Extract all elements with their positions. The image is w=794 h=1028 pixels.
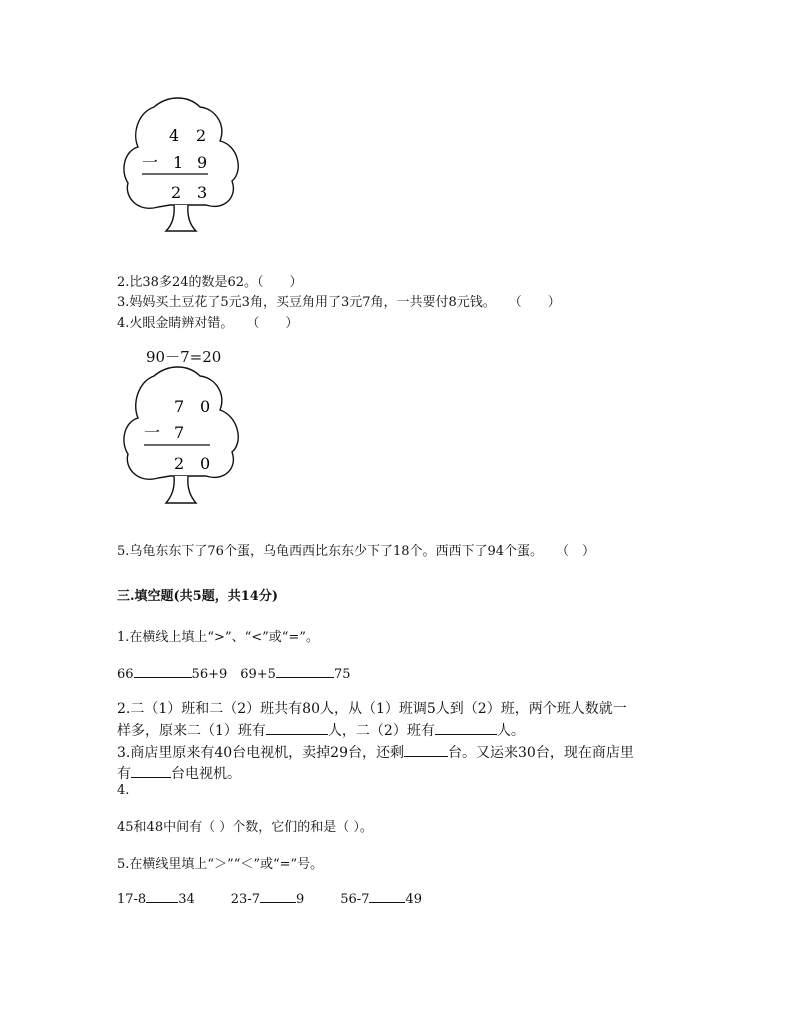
digit: 7: [174, 397, 185, 416]
fill-question-4-number: 4.: [117, 783, 130, 798]
answer-blank[interactable]: [146, 890, 178, 903]
fill-question-4-text: 45和48中间有（ ）个数，它们的和是（ ）。: [117, 820, 373, 835]
fill-question-5-line: 17-8 34 23-7 9 56-7 49: [117, 892, 423, 907]
question-4: 4.火眼金睛辨对错。 （ ）: [117, 316, 299, 331]
fill-question-2-line1: 2.二（1）班和二（2）班共有80人，从（1）班调5人到（2）班，两个班人数就一: [117, 701, 627, 717]
digit: 4: [169, 126, 180, 145]
section-title: 三.填空题(共5题，共14分): [117, 589, 278, 604]
tree-subtraction-1: [118, 93, 248, 235]
fill-question-1-title: 1.在横线上填上“>”、“<”或“=”。: [117, 630, 319, 645]
fill-question-2-line2: 样多，原来二（1）班有 人，二（2）班有 人。: [117, 723, 525, 739]
question-5: 5.乌龟东东下了76个蛋，乌龟西西比东东少下了18个。西西下了94个蛋。 （ ）: [117, 544, 596, 559]
answer-blank[interactable]: [404, 744, 448, 757]
digit: 7: [174, 423, 185, 442]
fill-question-3-line2: 有 台电视机。: [117, 766, 241, 782]
answer-blank[interactable]: [369, 890, 405, 903]
equation-label: 90－7=20: [146, 348, 222, 366]
expr: 56+9 69+5: [191, 667, 276, 682]
digit: 0: [200, 397, 211, 416]
question-2: 2.比38多24的数是62。（ ）: [117, 275, 303, 290]
answer-blank[interactable]: [260, 890, 296, 903]
digit: 2: [196, 126, 207, 145]
fill-question-5-title: 5.在横线里填上“＞”“＜”或“=”号。: [117, 857, 324, 872]
answer-blank[interactable]: [134, 665, 192, 678]
digit: 2: [174, 454, 185, 473]
fill-question-3-line1: 3.商店里原来有40台电视机，卖掉29台，还剩 台。又运来30台，现在商店里: [117, 745, 634, 761]
answer-blank[interactable]: [435, 722, 497, 735]
tree-subtraction-2: [118, 362, 248, 507]
tree-trunk: [166, 476, 196, 503]
expr: 75: [333, 667, 351, 682]
digit: 1: [173, 153, 184, 172]
tree-trunk: [166, 205, 196, 231]
fill-question-1-line: [117, 663, 351, 682]
minus-sign: 一: [142, 153, 159, 172]
answer-blank[interactable]: [276, 665, 334, 678]
answer-blank[interactable]: [266, 722, 328, 735]
answer-blank[interactable]: [131, 765, 171, 778]
digit: 3: [197, 183, 208, 202]
expr: 66: [117, 667, 134, 682]
digit: 9: [197, 153, 208, 172]
question-3: 3.妈妈买土豆花了5元3角，买豆角用了3元7角，一共要付8元钱。 （ ）: [117, 295, 561, 310]
minus-sign: 一: [144, 423, 161, 442]
digit: 2: [171, 183, 182, 202]
digit: 0: [200, 454, 211, 473]
